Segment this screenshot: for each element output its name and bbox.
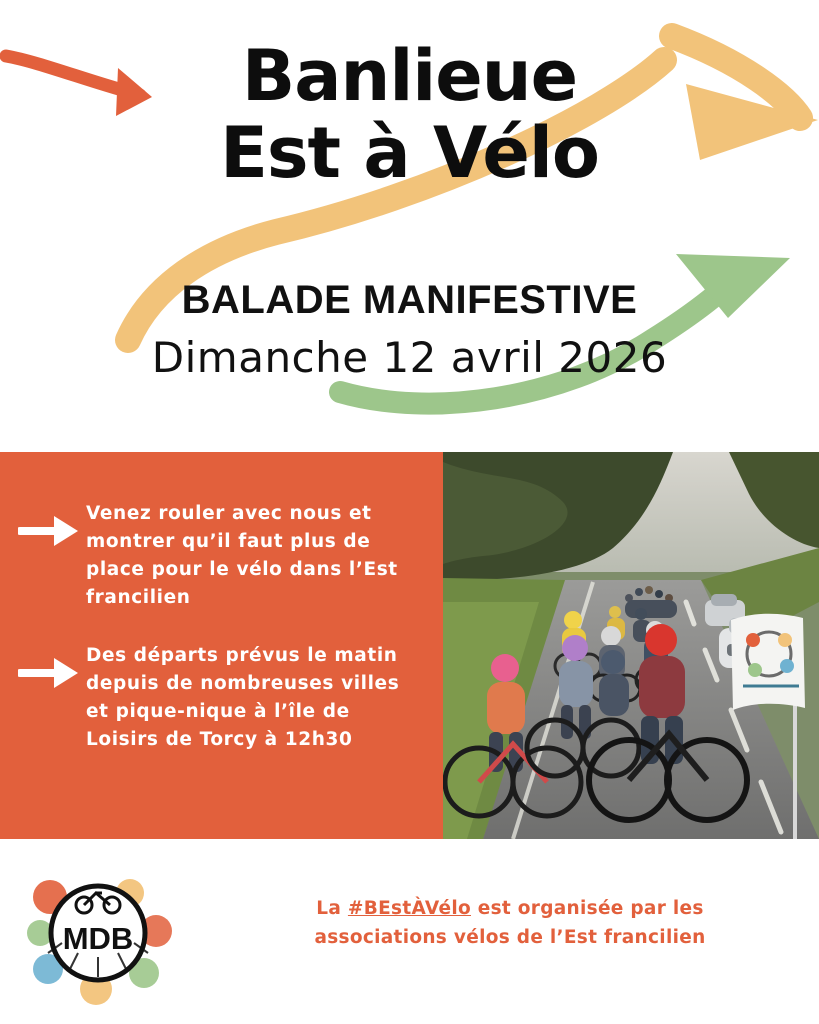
svg-text:MDB: MDB — [62, 921, 134, 956]
footer-text-after: est organisée par les — [470, 898, 704, 919]
poster-subtitle-block — [0, 278, 819, 382]
footer-text-before: La — [316, 898, 348, 919]
info-panel — [0, 452, 443, 839]
poster-date: Dimanche 12 avril 2026 — [151, 333, 668, 382]
photo-cyclists — [443, 452, 819, 839]
poster-title — [0, 35, 819, 194]
title-line-2: Est à Vélo — [220, 111, 599, 194]
info-bullet-2-text: Des départs prévus le matin depuis de nombreuses villes et pique-nique à l’île de Loisirs de Torcy à 12h30 — [86, 645, 400, 751]
rider-adult-blue — [599, 650, 629, 716]
footer-credit-line-1 — [230, 895, 790, 924]
arrow-right-icon — [18, 510, 80, 552]
footer-hashtag[interactable]: #BEstÀVélo — [347, 898, 471, 919]
mdb-logo — [22, 857, 182, 1007]
mdb-logo-graphic — [22, 857, 182, 1007]
poster-header — [0, 0, 819, 452]
poster-body — [0, 452, 819, 839]
photo-illustration — [443, 452, 819, 839]
info-bullet-1-text: Venez rouler avec nous et montrer qu’il faut plus de place pour le vélo dans l’Est francilien — [86, 503, 398, 609]
poster-subtitle: BALADE MANIFESTIVE — [181, 278, 638, 322]
poster-footer — [0, 839, 819, 1024]
footer-credit — [230, 895, 790, 952]
info-bullet-1 — [18, 500, 428, 612]
title-line-1: Banlieue — [241, 35, 578, 117]
info-bullet-2 — [18, 642, 428, 754]
arrow-right-icon — [18, 652, 80, 694]
footer-credit-line-2: associations vélos de l’Est francilien — [314, 926, 706, 948]
